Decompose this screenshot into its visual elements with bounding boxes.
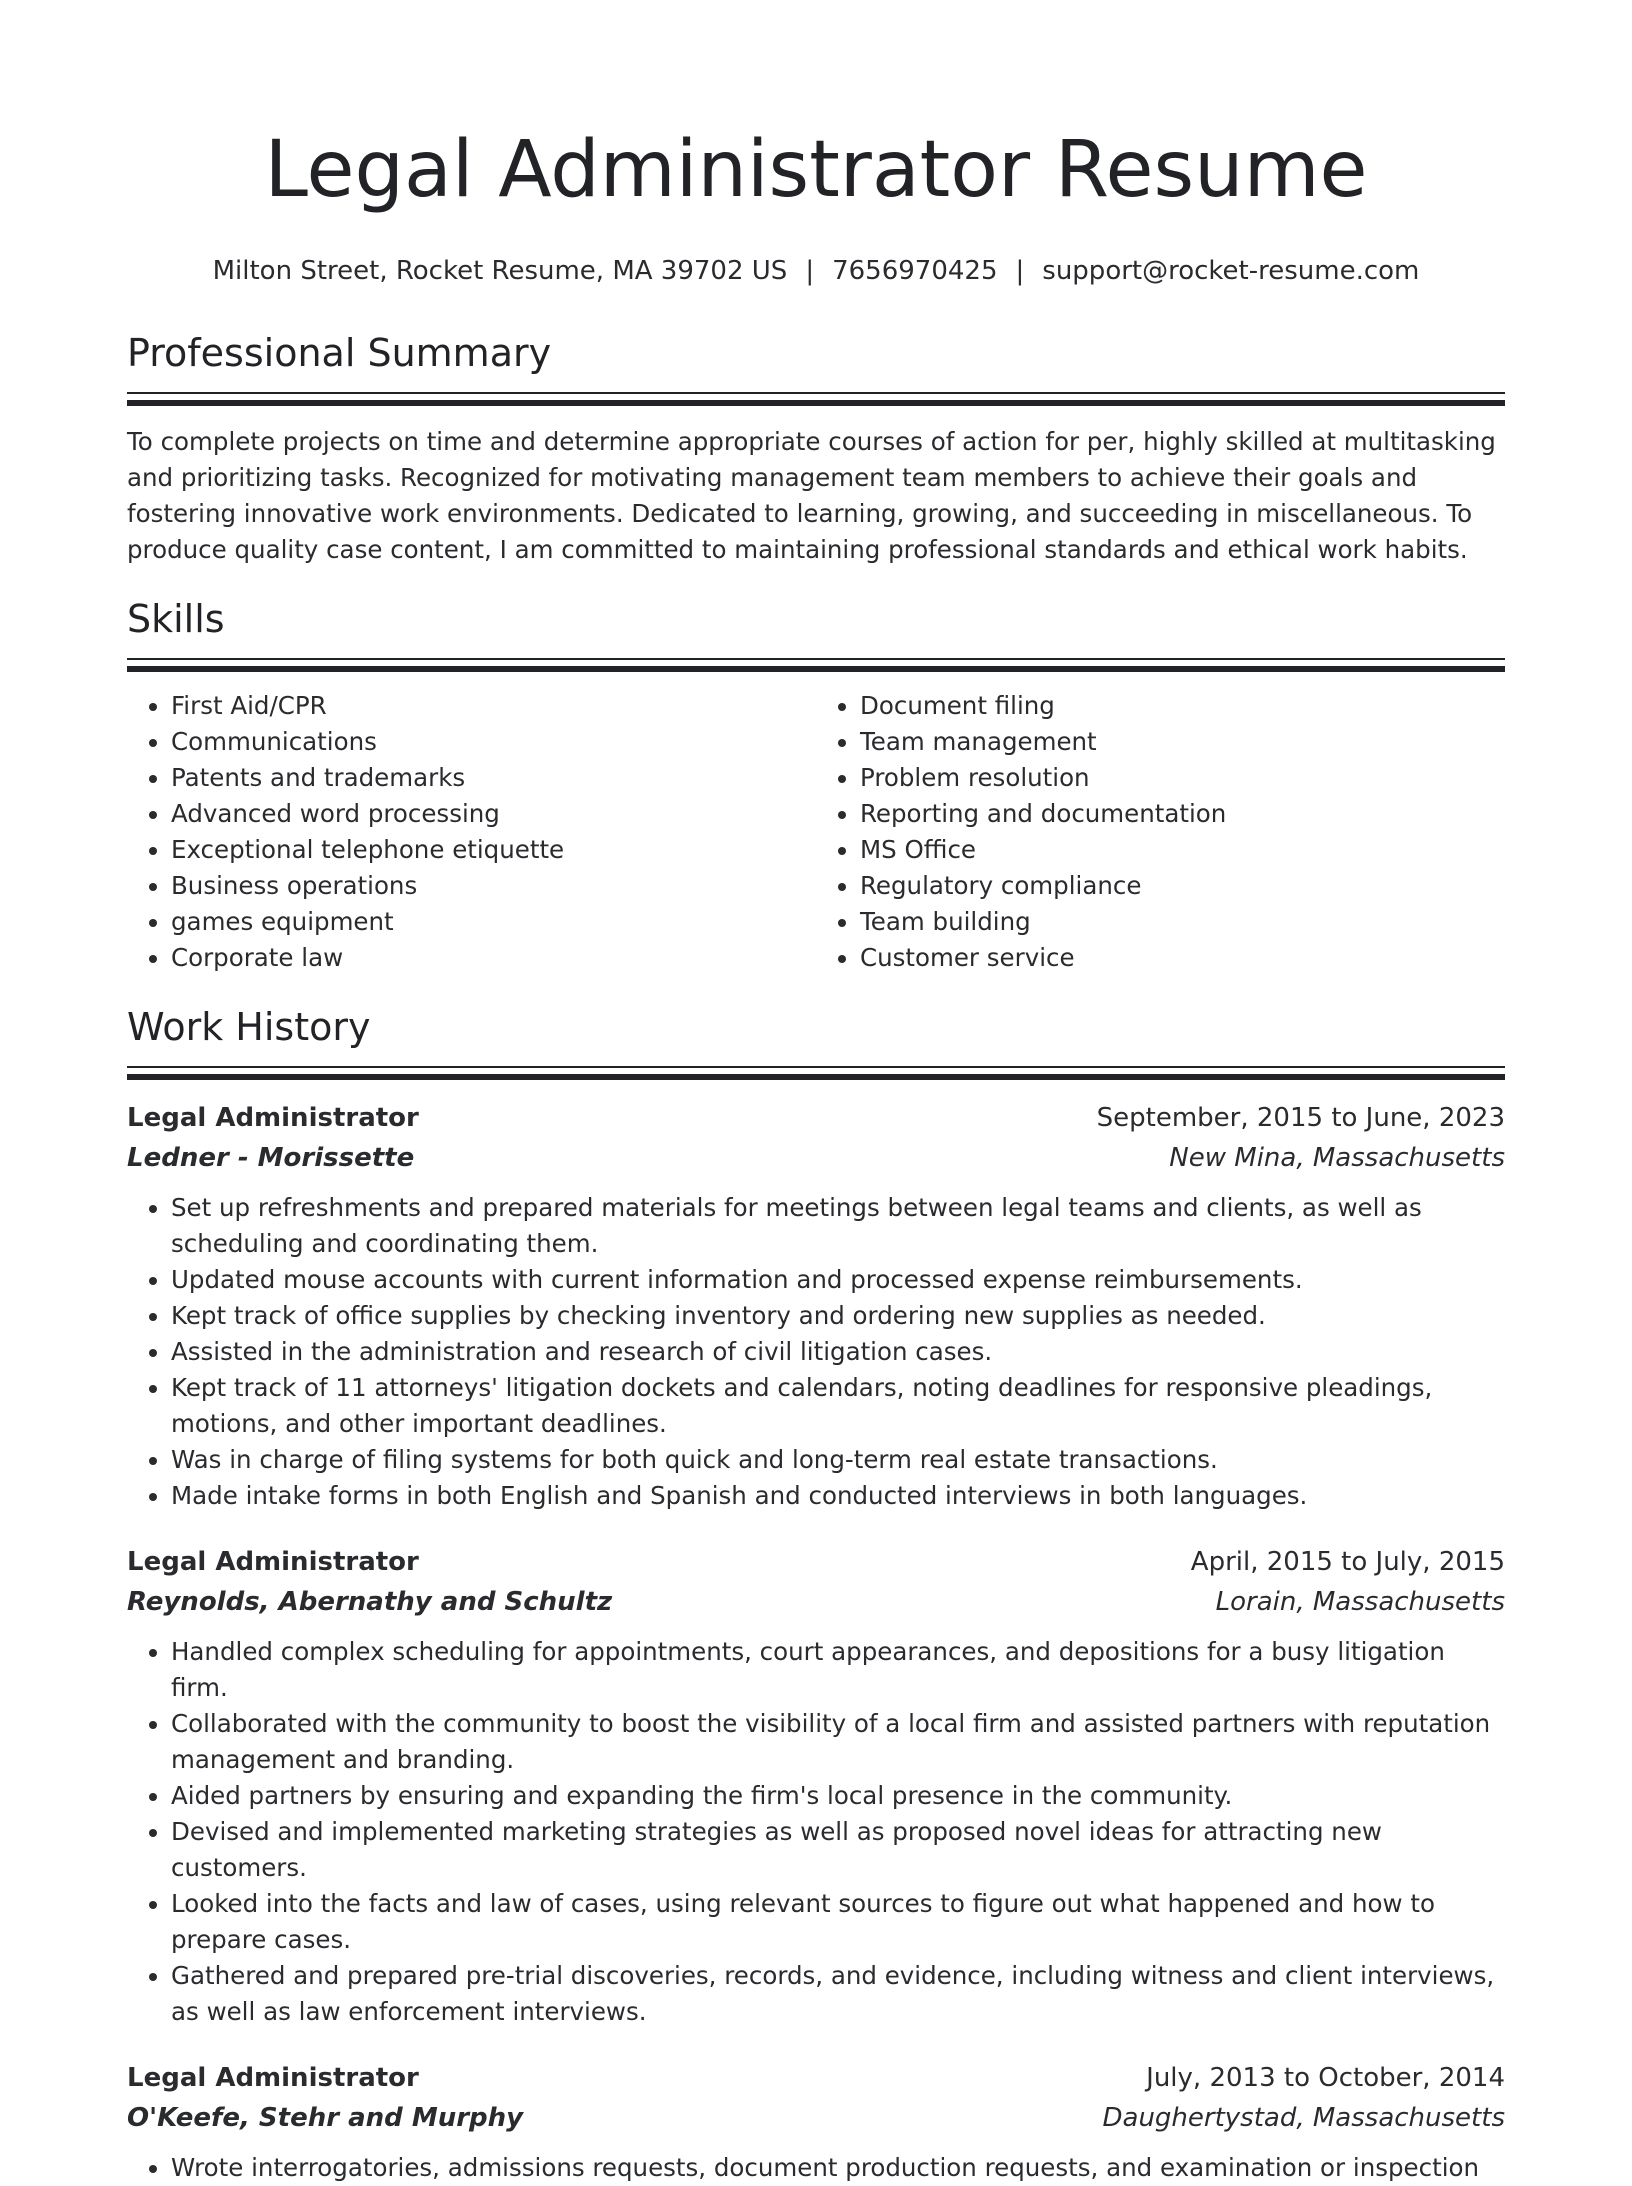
job-location: Daughertystad, Massachusetts <box>1102 2103 1505 2133</box>
job-company-row <box>127 2098 1505 2138</box>
summary-text: To complete projects on time and determine appropriate courses of action for per, highly skilled at multitasking and prioritizing tasks. Recognized for motivating management team members to achieve their goals and fostering innovative work environments. Dedicated to learning, growing, and succeeding in miscellaneous. To produce quality case content, I am committed to maintaining professional standards and ethical work habits. <box>127 427 1496 564</box>
duty-item: • Made intake forms in both English and Spanish and conducted interviews in both languages. <box>171 1478 1505 1514</box>
duty-item: • Kept track of office supplies by checking inventory and ordering new supplies as needed. <box>171 1298 1505 1334</box>
job-entry <box>127 2058 1505 2186</box>
job-duties <box>127 2150 1505 2186</box>
job-company: O'Keefe, Stehr and Murphy <box>127 2103 524 2133</box>
skill-item: • MS Office <box>860 832 1505 868</box>
duty-item: • Handled complex scheduling for appointments, court appearances, and depositions for a busy litigation firm. <box>171 1634 1505 1706</box>
skill-item: • Communications <box>171 724 816 760</box>
duty-item: • Gathered and prepared pre-trial discoveries, records, and evidence, including witness and client interviews, as well as law enforcement interviews. <box>171 1958 1505 2030</box>
duty-item: • Wrote interrogatories, admissions requests, document production requests, and examination or inspection <box>171 2150 1505 2186</box>
skill-item: • Team management <box>860 724 1505 760</box>
skills-heading: Skills <box>127 597 225 641</box>
job-entry <box>127 1098 1505 1514</box>
contact-phone: 7656970425 <box>832 256 998 286</box>
skill-item: • Document filing <box>860 688 1505 724</box>
duty-item: • Aided partners by ensuring and expanding the firm's local presence in the community. <box>171 1778 1505 1814</box>
duty-item: • Assisted in the administration and research of civil litigation cases. <box>171 1334 1505 1370</box>
job-title: Legal Administrator <box>127 2063 419 2093</box>
duty-item: • Kept track of 11 attorneys' litigation dockets and calendars, noting deadlines for responsive pleadings, motions, and other important deadlines. <box>171 1370 1505 1442</box>
section-divider <box>127 658 1505 672</box>
duty-item: • Was in charge of filing systems for both quick and long-term real estate transactions. <box>171 1442 1505 1478</box>
skill-item: • Problem resolution <box>860 760 1505 796</box>
contact-line <box>127 254 1505 288</box>
skill-item: • Patents and trademarks <box>171 760 816 796</box>
contact-separator: | <box>1015 256 1025 286</box>
job-company-row <box>127 1138 1505 1178</box>
skills-list-right <box>816 688 1505 976</box>
job-dates: July, 2013 to October, 2014 <box>1146 2063 1505 2093</box>
job-company: Reynolds, Abernathy and Schultz <box>127 1587 613 1617</box>
job-dates: September, 2015 to June, 2023 <box>1096 1103 1505 1133</box>
skill-item: • Regulatory compliance <box>860 868 1505 904</box>
duty-item: • Set up refreshments and prepared materials for meetings between legal teams and clients, as well as scheduling and coordinating them. <box>171 1190 1505 1262</box>
job-header-row <box>127 1542 1505 1582</box>
skill-item: • Reporting and documentation <box>860 796 1505 832</box>
job-header-row <box>127 1098 1505 1138</box>
work-history-heading: Work History <box>127 1005 371 1049</box>
contact-separator: | <box>805 256 815 286</box>
skill-item: • Exceptional telephone etiquette <box>171 832 816 868</box>
skill-item: • Team building <box>860 904 1505 940</box>
work-history-section <box>127 1004 1505 2186</box>
contact-address: Milton Street, Rocket Resume, MA 39702 US <box>212 256 788 286</box>
job-duties <box>127 1634 1505 2030</box>
resume-title: Legal Administrator Resume <box>264 125 1368 215</box>
job-company-row <box>127 1582 1505 1622</box>
job-location: Lorain, Massachusetts <box>1215 1587 1505 1617</box>
job-title: Legal Administrator <box>127 1547 419 1577</box>
skill-item: • First Aid/CPR <box>171 688 816 724</box>
duty-item: • Updated mouse accounts with current information and processed expense reimbursements. <box>171 1262 1505 1298</box>
job-title: Legal Administrator <box>127 1103 419 1133</box>
skill-item: • Advanced word processing <box>171 796 816 832</box>
section-divider <box>127 1066 1505 1080</box>
job-header-row <box>127 2058 1505 2098</box>
skills-list-left <box>127 688 816 976</box>
skills-section <box>127 596 1505 976</box>
skill-item: • games equipment <box>171 904 816 940</box>
duty-item: • Devised and implemented marketing strategies as well as proposed novel ideas for attracting new customers. <box>171 1814 1505 1886</box>
skill-item: • Corporate law <box>171 940 816 976</box>
skill-item: • Customer service <box>860 940 1505 976</box>
job-duties <box>127 1190 1505 1514</box>
section-divider <box>127 392 1505 406</box>
job-dates: April, 2015 to July, 2015 <box>1190 1547 1505 1577</box>
duty-item: • Looked into the facts and law of cases, using relevant sources to figure out what happened and how to prepare cases. <box>171 1886 1505 1958</box>
job-entry <box>127 1542 1505 2030</box>
summary-section <box>127 330 1505 568</box>
duty-item: • Collaborated with the community to boost the visibility of a local firm and assisted partners with reputation management and branding. <box>171 1706 1505 1778</box>
skills-columns <box>127 688 1505 976</box>
contact-email: support@rocket-resume.com <box>1042 256 1420 286</box>
job-location: New Mina, Massachusetts <box>1169 1143 1505 1173</box>
summary-heading: Professional Summary <box>127 331 552 375</box>
job-company: Ledner - Morissette <box>127 1143 415 1173</box>
skill-item: • Business operations <box>171 868 816 904</box>
